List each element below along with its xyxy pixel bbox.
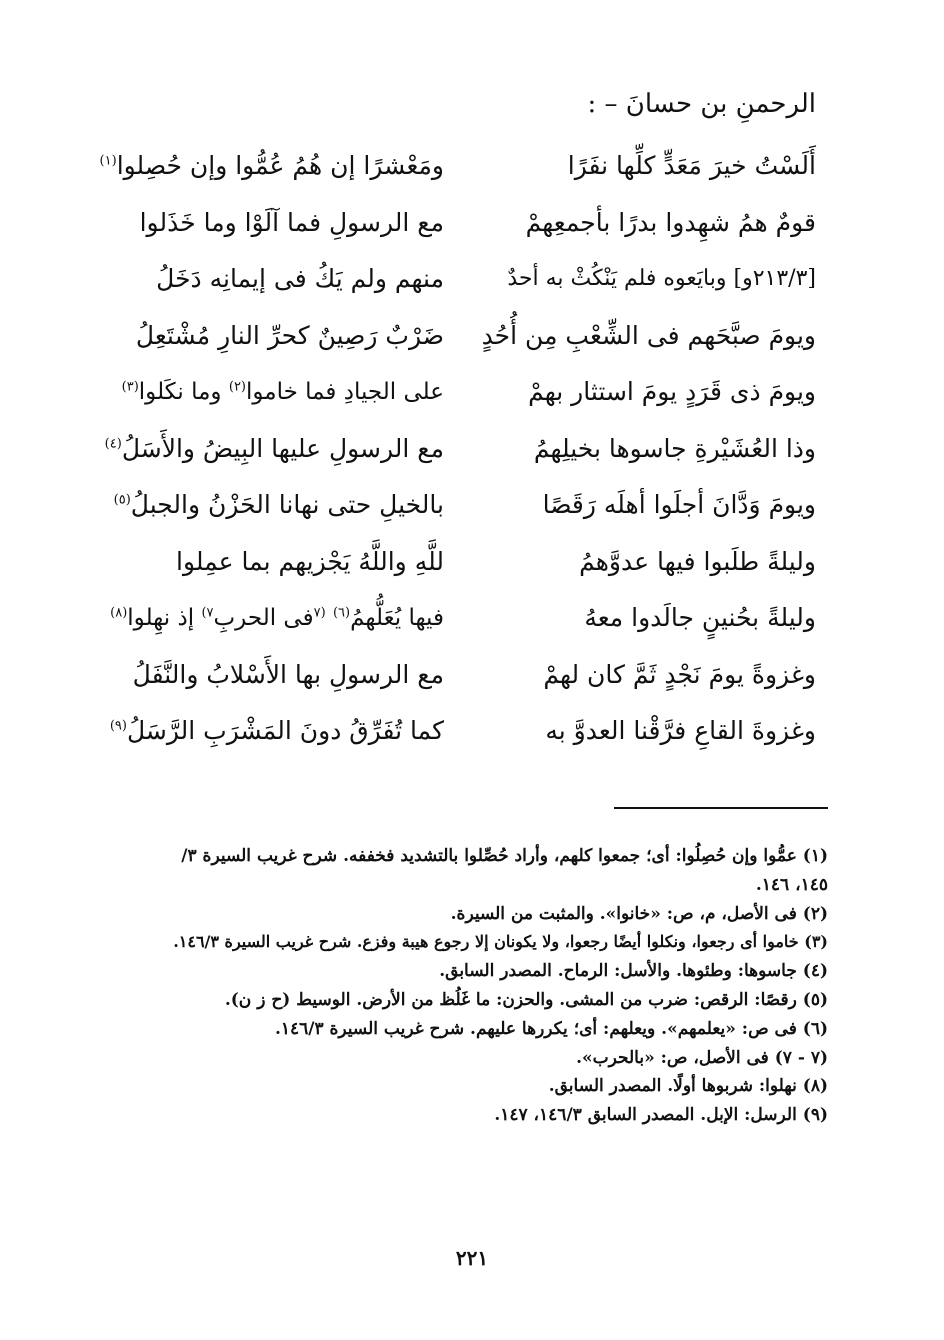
verse (110, 592, 816, 649)
verse (116, 649, 816, 706)
verse-first-hemistich: وليلةً بحُنينٍ جالَدوا معهُ (584, 603, 816, 632)
verse-first-hemistich: ويومَ صبَّحَهم فى الشِّعْبِ مِن أُحُدٍ (481, 320, 816, 350)
verse-first-hemistich: أَلَسْتُ خيرَ مَعَدٍّ كلِّها نفَرًا (567, 151, 816, 180)
footnote: (٨) نهلوا: شربوها أولًا. المصدر السابق. (548, 1076, 828, 1097)
footnote: (٢) فى الأصل، م، ص: «خانوا». والمثبت من السيرة. (450, 903, 828, 924)
footnote: (١) عمُّوا وإن حُصِلُوا: أى؛ جمعوا كلهم، وأراد حُصِّلوا بالتشديد فخففه. شرح غريب السيرة ٣/ (181, 846, 828, 866)
verse-first-hemistich: وغزوةَ القاعِ فرَّقْنا العدوَّ به (545, 716, 816, 745)
verse-second-hemistich: ضَرْبٌ رَصِينٌ كحرِّ النارِ مُشْتَعِلُ (135, 320, 444, 350)
footnote-marker: (٦) (332, 605, 351, 621)
header-line: الرحمنِ بن حسانَ – : (587, 89, 816, 119)
verse (113, 479, 816, 536)
footnotes (112, 842, 828, 1130)
verse (104, 423, 816, 480)
verse (99, 140, 816, 197)
footnote-marker: ٧) (201, 605, 214, 621)
hemistich-text: فيها يُعَلُّهمُ (350, 605, 444, 631)
footnote: (٥) رقصًا: الرقص: ضرب من المشى. والحزن: ما غَلُظ من الأرض. الوسيط (ح ز ن). (224, 989, 828, 1010)
footnote: (٦) فى ص: «يعلمهم». ويعلهم: أى؛ يكررها عليهم. شرح غريب السيرة ١٤٦/٣. (274, 1018, 828, 1039)
verse-second-hemistich (99, 140, 444, 192)
footnote-marker: (٤) (104, 436, 122, 452)
verse (116, 366, 816, 423)
footnote-marker: (٣) (121, 379, 139, 395)
verse-first-hemistich: وغزوةً يومَ نَجْدٍ ثَمَّ كان لهمْ (543, 659, 816, 689)
footnote: (٩) الرسل: الإبل. المصدر السابق ١٤٦/٣، ١٤٧. (494, 1105, 828, 1126)
verse (116, 253, 816, 310)
footnote-marker: (٨) (110, 605, 128, 621)
footnote-marker: (٥) (113, 492, 131, 508)
hemistich-text: فى الحربِ (213, 605, 314, 631)
verse-second-hemistich: للَّهِ واللَّهُ يَجْزيهم بما عمِلوا (176, 546, 444, 576)
footnote: (٤) جاسوها: وطئوها. والأسل: الرماح. المصدر السابق. (439, 961, 828, 982)
footnote: ١٤٥، ١٤٦. (755, 874, 828, 895)
verse (116, 197, 816, 254)
verse-first-hemistich: وذا العُشَيْرةِ جاسوها بخيلِهمُ (533, 433, 816, 463)
poem (99, 140, 816, 760)
hemistich-text: كما تُفَرِّقُ دونَ المَشْرَبِ الرَّسَلُ (126, 716, 444, 745)
hemistich-text: على الجيادِ فما خاموا (246, 379, 444, 405)
verse-second-hemistich: منهم ولم يَكُ فى إيمانِه دَخَلُ (156, 264, 444, 293)
footnote: (٧ - ٧) فى الأصل، ص: «بالحرب». (576, 1047, 828, 1068)
verse-second-hemistich: مع الرسولِ فما آلَوْا وما خَذَلوا (139, 207, 444, 237)
verse-second-hemistich (104, 366, 444, 418)
footnote: (٣) خاموا أى رجعوا، ونكلوا أيضًا رجعوا، ولا يكونان إلا رجوع هيبة وفزع. شرح غريب السيرة ١٤٦/٣. (173, 932, 828, 952)
hemistich-text: إذ نهِلوا (127, 605, 195, 631)
verse (109, 705, 816, 762)
hemistich-text: وما نكَلوا (138, 379, 222, 405)
hemistich-text: ومَعْشرًا إن هُمُ عُمُّوا وإن حُصِلوا (116, 151, 444, 180)
footnote-marker: (١) (99, 153, 117, 169)
page-number: ٢٢١ (455, 1246, 489, 1270)
footnote-marker: (٩) (109, 718, 127, 734)
verse-second-hemistich (104, 705, 444, 757)
verse-second-hemistich: مع الرسولِ بها الأَسْلابُ والنَّفَلُ (132, 659, 444, 689)
verse-first-hemistich: ويومَ وَدَّانَ أجلَوا أهلَه رَقَصًا (542, 490, 816, 519)
footnote-separator-rule (614, 807, 828, 809)
verse-second-hemistich (104, 479, 444, 531)
verse-first-hemistich: [٢١٣/٣و] وبايَعوه فلم يَنْكُثْ به أحدٌ (507, 266, 816, 291)
verse-first-hemistich: قومٌ همُ شهِدوا بدرًا بأجمعِهمْ (525, 207, 816, 237)
verse-first-hemistich: وليلةً طلَبوا فيها عدوَّهمُ (579, 546, 816, 576)
hemistich-text: مع الرسولِ عليها البِيضُ والأَسَلُ (121, 433, 444, 463)
verse-second-hemistich (104, 423, 444, 475)
footnote-marker: (٢) (228, 379, 246, 395)
verse (116, 536, 816, 593)
footnote-marker: (٧ (313, 605, 326, 621)
verse (116, 310, 816, 367)
hemistich-text: بالخيلِ حتى نهانا الحَزْنُ والجبلُ (130, 490, 444, 519)
verse-second-hemistich (104, 592, 444, 644)
verse-first-hemistich: ويومَ ذى قَرَدٍ يومَ استثار بهمْ (528, 377, 816, 406)
